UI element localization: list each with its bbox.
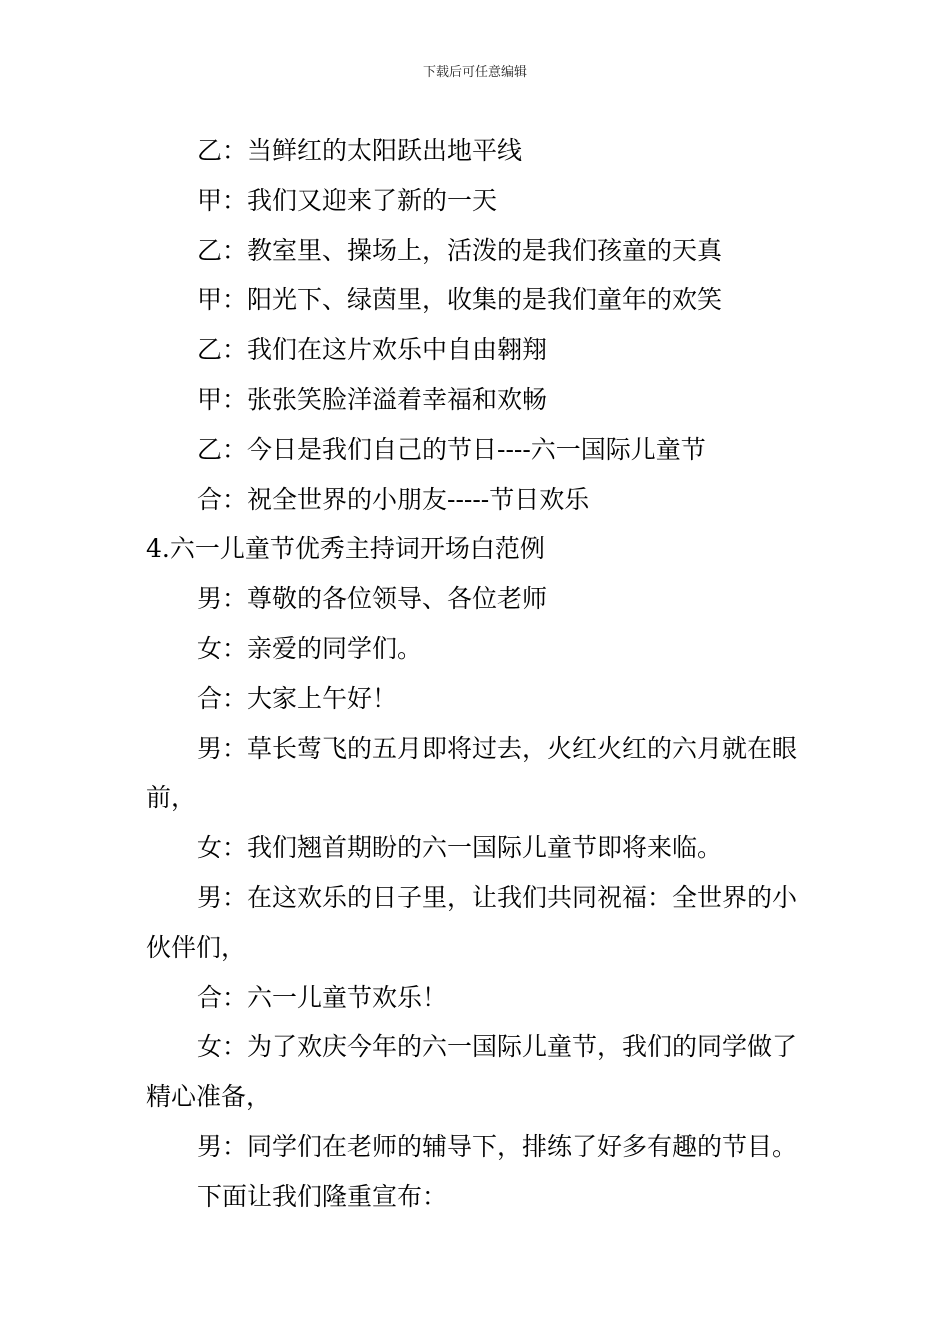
dialogue-line: 乙：当鲜红的太阳跃出地平线 <box>197 136 523 165</box>
dialogue-line: 乙：今日是我们自己的节日----六一国际儿童节 <box>197 434 706 464</box>
dialogue-line: 男：同学们在老师的辅导下，排练了好多有趣的节目。 <box>197 1131 798 1161</box>
document-body <box>146 126 810 1222</box>
dialogue-line: 合：祝全世界的小朋友-----节日欢乐 <box>197 484 590 514</box>
dialogue-line: 合：六一儿童节欢乐！ <box>197 982 448 1012</box>
dialogue-line: 合：大家上午好！ <box>197 683 398 713</box>
section-heading: 4.六一儿童节优秀主持词开场白范例 <box>146 534 545 564</box>
dialogue-line: 女：我们翘首期盼的六一国际儿童节即将来临。 <box>197 833 723 863</box>
dialogue-line: 甲：张张笑脸洋溢着幸福和欢畅 <box>197 384 548 414</box>
dialogue-line: 乙：我们在这片欢乐中自由翱翔 <box>197 335 548 365</box>
dialogue-line: 女：亲爱的同学们。 <box>197 633 423 663</box>
dialogue-line: 男：在这欢乐的日子里，让我们共同祝福：全世界的小伙伴们， <box>146 882 798 962</box>
dialogue-line: 下面让我们隆重宣布： <box>197 1181 448 1211</box>
dialogue-line: 甲：我们又迎来了新的一天 <box>197 185 498 215</box>
dialogue-line: 男：草长莺飞的五月即将过去，火红火红的六月就在眼前， <box>146 733 798 813</box>
dialogue-line: 男：尊敬的各位领导、各位老师 <box>197 584 548 614</box>
dialogue-line: 女：为了欢庆今年的六一国际儿童节，我们的同学做了精心准备， <box>146 1032 798 1112</box>
dialogue-line: 乙：教室里、操场上，活泼的是我们孩童的天真 <box>197 235 723 265</box>
page-header: 下载后可任意编辑 <box>422 65 527 80</box>
dialogue-line: 甲：阳光下、绿茵里，收集的是我们童年的欢笑 <box>197 285 723 315</box>
